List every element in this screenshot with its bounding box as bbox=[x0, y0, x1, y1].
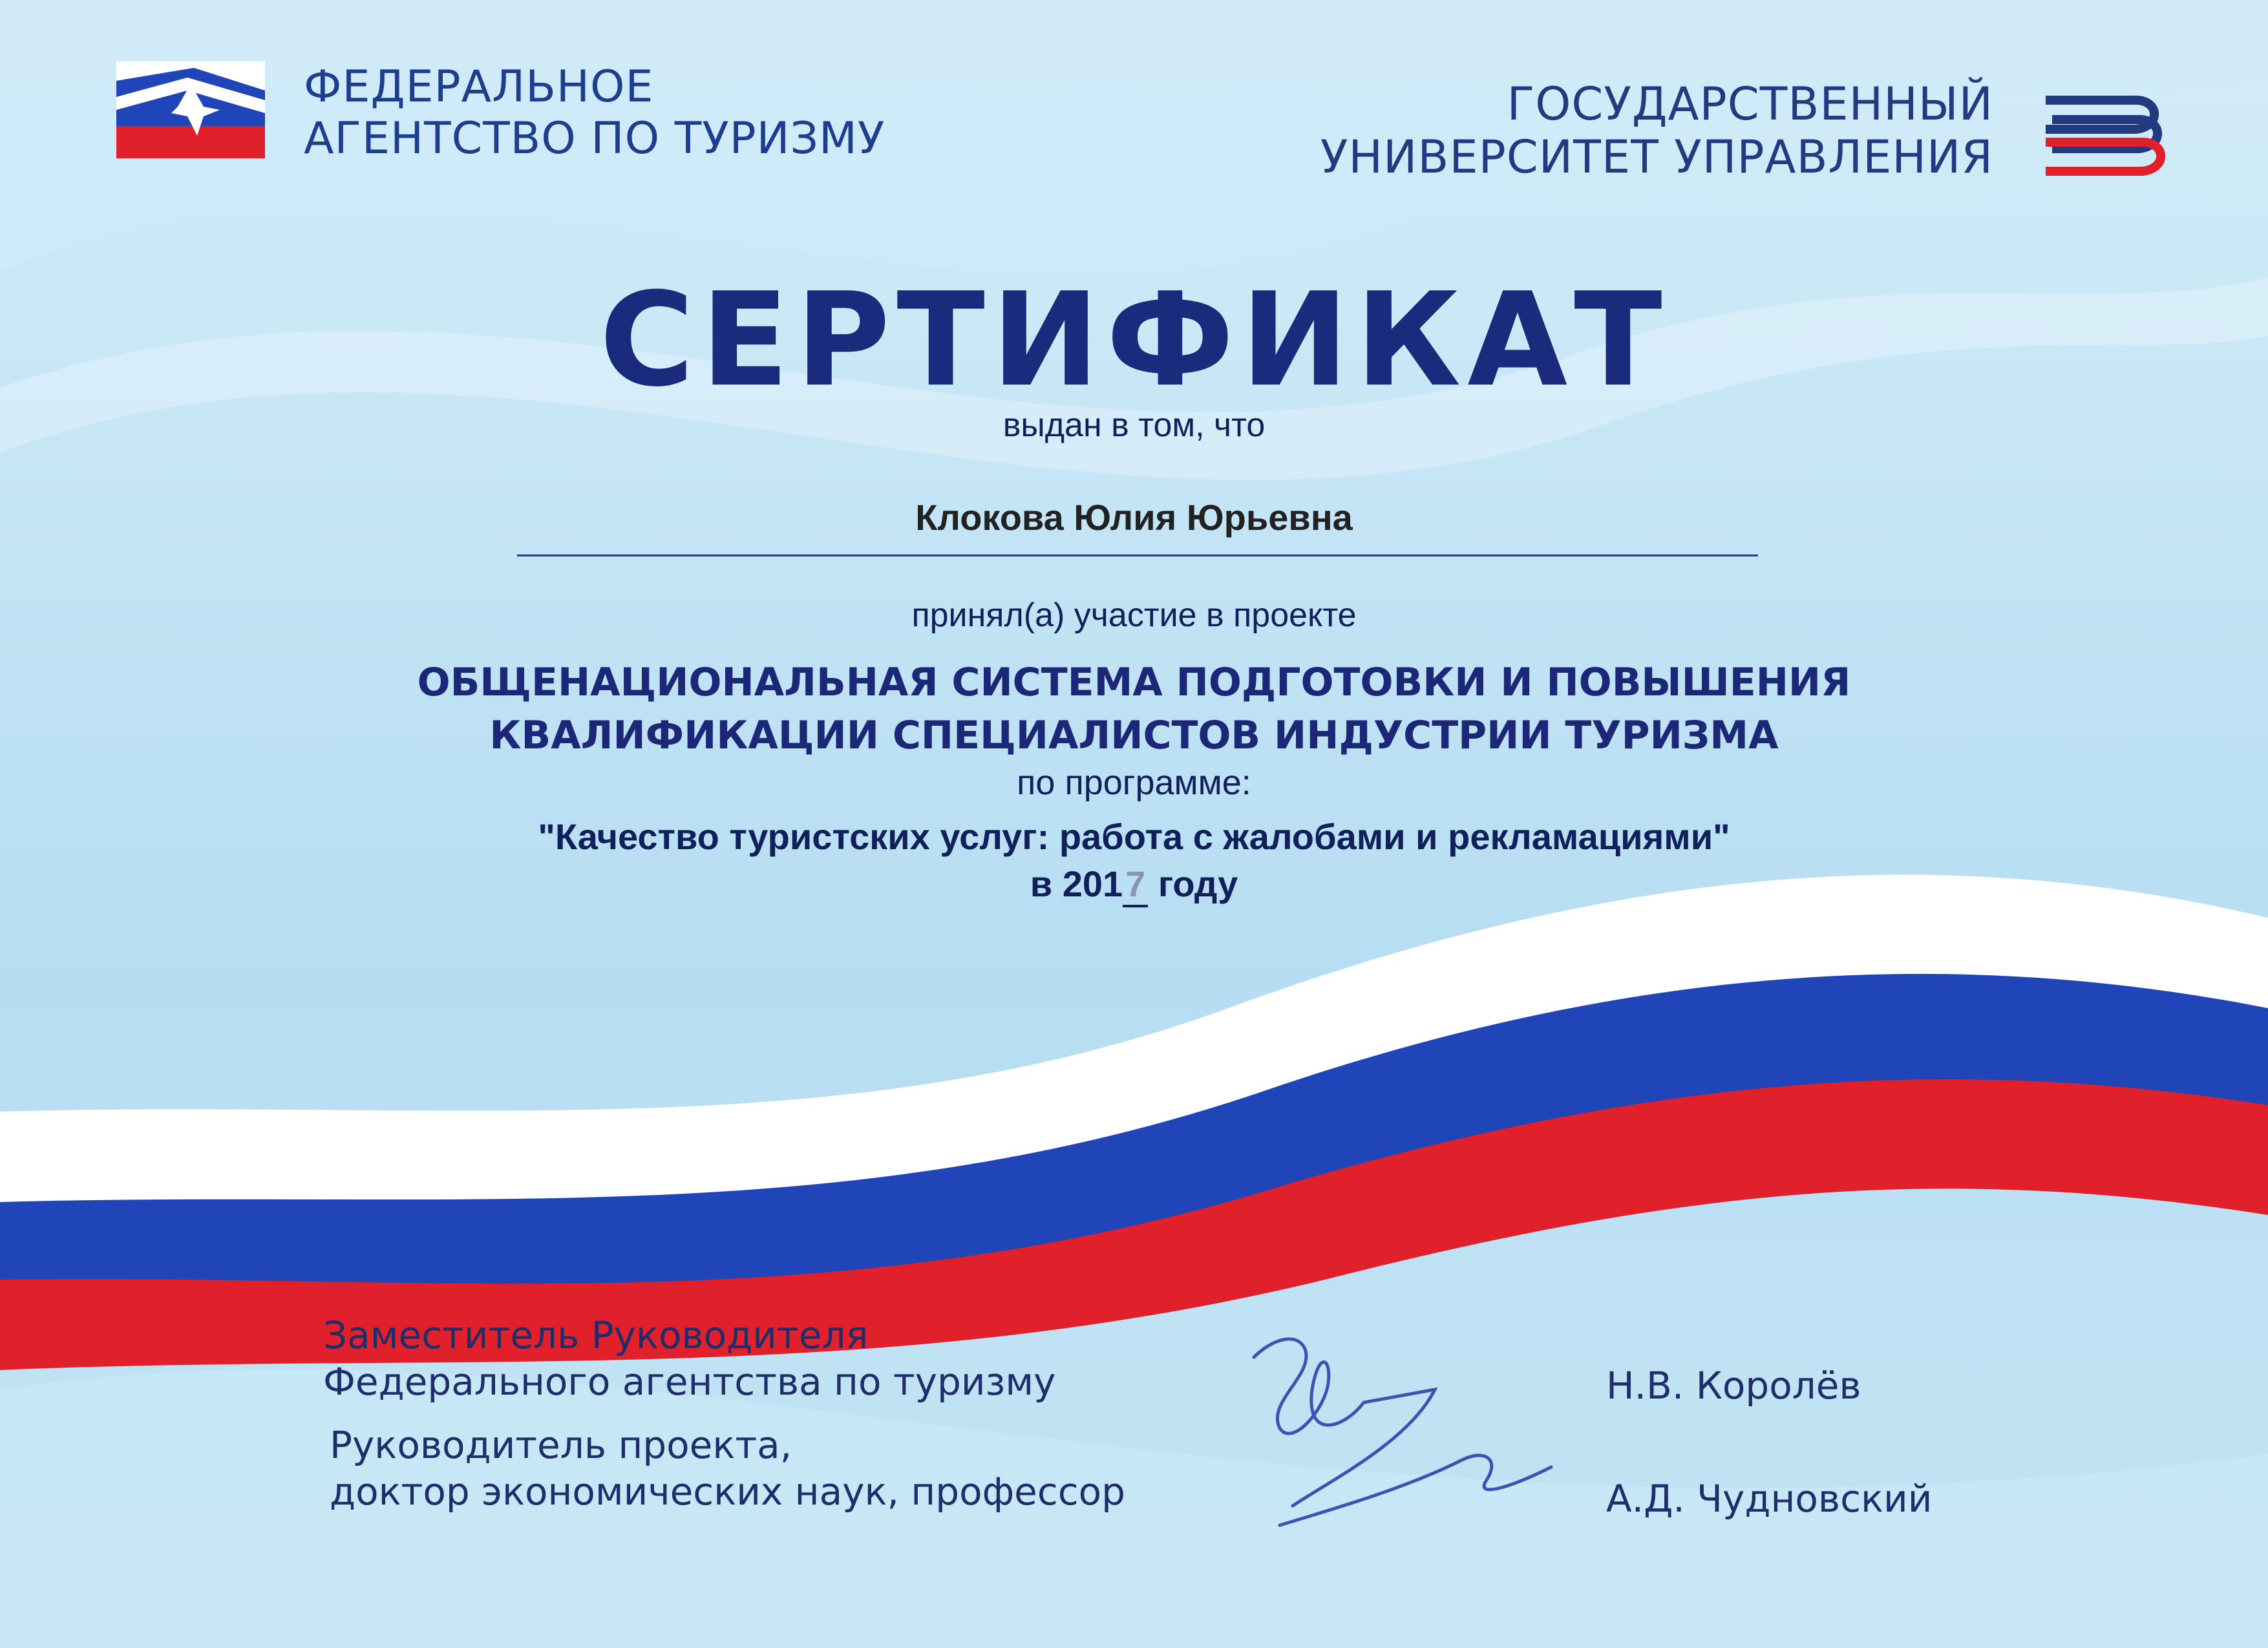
university-line2: УНИВЕРСИТЕТ УПРАВЛЕНИЯ bbox=[1320, 131, 1993, 184]
signatory2-role-line1: Руководитель проекта, bbox=[330, 1423, 792, 1467]
handwritten-signature bbox=[1215, 1312, 1577, 1558]
signatory1-role-line2: Федерального агентства по туризму bbox=[323, 1360, 1056, 1404]
participation-text: принял(а) участие в проекте bbox=[911, 597, 1357, 634]
certificate-title: СЕРТИФИКАТ bbox=[599, 265, 1669, 416]
signatory2-role bbox=[330, 1422, 1170, 1515]
signatory1-role-line1: Заместитель Руководителя bbox=[323, 1313, 869, 1357]
issued-text: выдан в том, что bbox=[1002, 407, 1266, 444]
signatory1-name: Н.В. Королёв bbox=[1606, 1364, 1861, 1408]
university-line1: ГОСУДАРСТВЕННЫЙ bbox=[1507, 78, 1993, 131]
year-suffix: году bbox=[1148, 863, 1238, 904]
program-name: "Качество туристских услуг: работа с жалобами и рекламациями" bbox=[538, 816, 1730, 857]
recipient-name: Клокова Юлия Юрьевна bbox=[915, 497, 1353, 538]
signatory2-role-line2: доктор экономических наук, профессор bbox=[330, 1470, 1125, 1514]
year-handwritten-digit: 7 bbox=[1123, 863, 1148, 907]
federal-agency-line2: АГЕНТСТВО ПО ТУРИЗМУ bbox=[304, 113, 885, 164]
federal-agency-line1: ФЕДЕРАЛЬНОЕ bbox=[304, 61, 654, 112]
program-label: по программе: bbox=[1017, 763, 1251, 802]
project-line1: ОБЩЕНАЦИОНАЛЬНАЯ СИСТЕМА ПОДГОТОВКИ И ПОВЫШЕНИЯ bbox=[417, 660, 1851, 705]
year-prefix: в 201 bbox=[1030, 863, 1123, 904]
signatory2-name: А.Д. Чудновский bbox=[1606, 1477, 1933, 1521]
project-line2: КВАЛИФИКАЦИИ СПЕЦИАЛИСТОВ ИНДУСТРИИ ТУРИЗМА bbox=[489, 713, 1779, 758]
signatory1-role bbox=[323, 1312, 1163, 1405]
